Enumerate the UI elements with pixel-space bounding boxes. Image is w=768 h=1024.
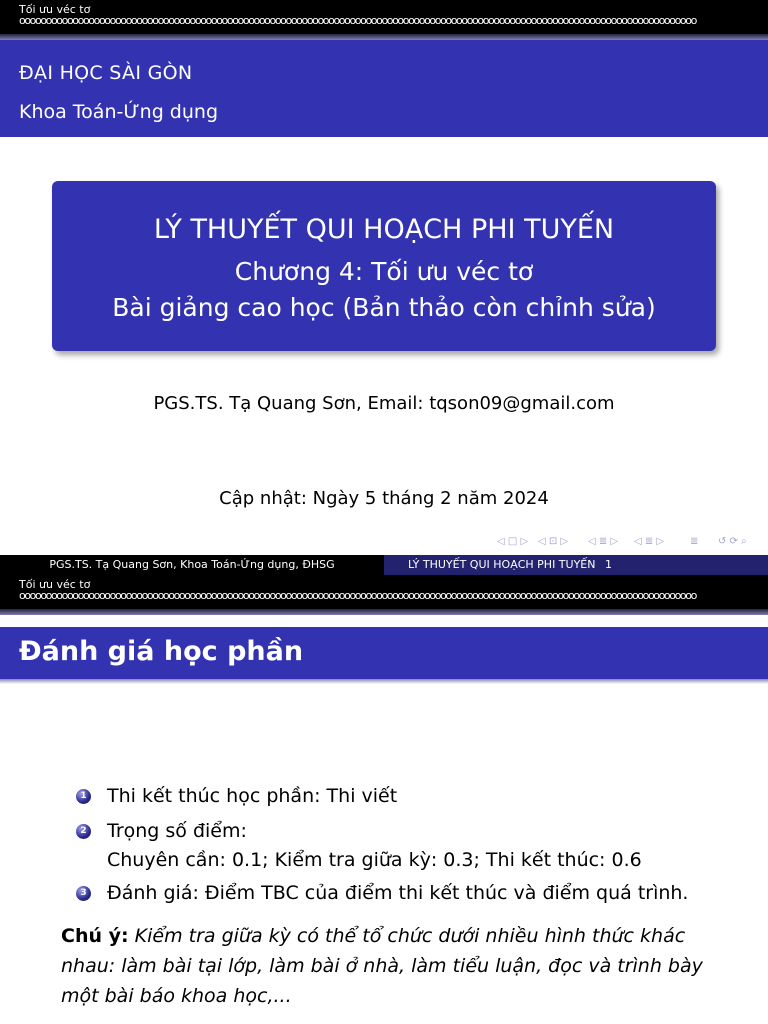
lecture-title: LÝ THUYẾT QUI HOẠCH PHI TUYẾN <box>153 214 615 245</box>
footline <box>0 555 768 575</box>
nav-search-icon[interactable]: ↺ ⟳ ⌕ <box>718 536 747 547</box>
list-item-text: Trọng số điểm: <box>107 820 247 842</box>
footer-title-area <box>384 555 768 575</box>
header-shadow <box>0 609 768 615</box>
assessment-slide <box>0 575 768 1024</box>
header-bar <box>0 0 768 34</box>
frame-title-band <box>0 627 768 679</box>
header-bar <box>0 575 768 609</box>
frame-navigation-dots[interactable]: ooooooooooooooooooooooooooooooooooooooooooooooooooooooooooooooooooooooooooooooooooooooooooooooooooooooooooooooooooooooooooooooo <box>19 14 696 27</box>
list-item-subtext: Chuyên cần: 0.1; Kiểm tra giữa kỳ: 0.3; Thi kết thúc: 0.6 <box>107 849 642 871</box>
enum-ball-icon: 2 <box>76 824 91 839</box>
frame-title-shadow <box>0 679 768 684</box>
note-paragraph <box>61 921 741 1011</box>
chapter-title: Chương 4: Tối ưu véc tơ <box>234 257 534 286</box>
list-item-text: Đánh giá: Điểm TBC của điểm thi kết thúc và điểm quá trình. <box>107 882 689 904</box>
nav-subsection-icon[interactable]: ◁ ⊡ ▷ <box>538 536 569 547</box>
nav-toc-icon[interactable]: ≣ <box>690 536 699 547</box>
section-title[interactable]: Tối ưu véc tơ <box>19 3 91 16</box>
footer-title: LÝ THUYẾT QUI HOẠCH PHI TUYẾN <box>408 558 596 571</box>
institute-band <box>0 40 768 137</box>
nav-section-icon[interactable]: ◁ ≣ ▷ <box>588 536 619 547</box>
list-item-text: Thi kết thúc học phần: Thi viết <box>107 785 398 807</box>
footer-author: PGS.TS. Tạ Quang Sơn, Khoa Toán-Ứng dụng, ĐHSG <box>0 555 384 575</box>
lecture-subtitle: Bài giảng cao học (Bản thảo còn chỉnh sửa) <box>112 293 656 322</box>
enum-ball-icon: 3 <box>76 886 91 901</box>
nav-section-icon[interactable]: ◁ ≣ ▷ <box>634 536 665 547</box>
author-line: PGS.TS. Tạ Quang Sơn, Email: tqson09@gmail.com <box>153 393 615 414</box>
title-block <box>52 181 716 351</box>
update-date: Cập nhật: Ngày 5 tháng 2 năm 2024 <box>219 488 549 509</box>
section-title[interactable]: Tối ưu véc tơ <box>19 578 91 591</box>
frame-navigation-dots[interactable]: ooooooooooooooooooooooooooooooooooooooooooooooooooooooooooooooooooooooooooooooooooooooooooooooooooooooooooooooooooooooooooooooo <box>19 589 696 602</box>
note-label: Chú ý: <box>61 925 129 947</box>
university-name: ĐẠI HỌC SÀI GÒN <box>19 62 193 84</box>
page-number: 1 <box>604 558 612 571</box>
note-text: Kiểm tra giữa kỳ có thể tổ chức dưới nhiều hình thức khác nhau: làm bài tại lớp, làm bài ở nhà, làm tiểu luận, đọc và trình bày một bài báo khoa học,... <box>61 925 703 1007</box>
faculty-name: Khoa Toán-Ứng dụng <box>19 101 218 123</box>
frame-title: Đánh giá học phần <box>19 636 304 667</box>
enum-ball-icon: 1 <box>76 789 91 804</box>
nav-frame-icon[interactable]: ◁ □ ▷ <box>497 536 529 547</box>
